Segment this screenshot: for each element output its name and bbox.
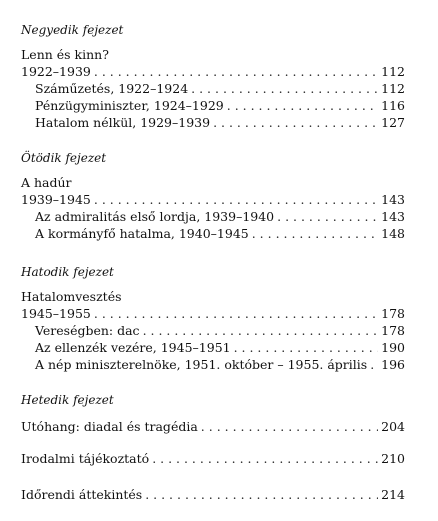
- toc-entry: [21, 63, 405, 80]
- dot-leader: [94, 305, 378, 322]
- dot-leader: [277, 208, 378, 225]
- entry-label: A nép miniszterelnöke, 1951. október – 1955. április: [35, 357, 368, 372]
- chapter-title: Lenn és kinn?: [21, 47, 109, 62]
- entry-label: 1939–1945: [21, 192, 91, 207]
- chapter-6: [21, 264, 405, 373]
- entry-page: 116: [381, 98, 405, 113]
- entry-page: 127: [381, 115, 405, 130]
- entry-page: 204: [381, 419, 405, 434]
- entry-page: 112: [381, 81, 405, 96]
- chapter-heading: Hetedik fejezet: [21, 393, 114, 407]
- toc-entry: [21, 450, 405, 467]
- chapter-title: A hadúr: [21, 175, 72, 190]
- toc-entry: [21, 191, 405, 208]
- chapter-heading: Negyedik fejezet: [21, 23, 124, 37]
- toc-entry: [21, 114, 405, 131]
- dot-leader: [191, 80, 378, 97]
- dot-leader: [213, 114, 378, 131]
- toc-entry: [21, 486, 405, 503]
- dot-leader: [370, 356, 378, 373]
- chapter-4: [21, 22, 405, 131]
- toc-entry: [21, 305, 405, 322]
- toc-entry: [21, 97, 405, 114]
- entry-label: Száműzetés, 1922–1924: [35, 81, 189, 96]
- chapter-5: [21, 150, 405, 242]
- entry-label: Pénzügyminiszter, 1924–1929: [35, 98, 224, 113]
- entry-label: A kormányfő hatalma, 1940–1945: [35, 226, 249, 241]
- entry-label: Irodalmi tájékoztató: [21, 451, 150, 466]
- dot-leader: [252, 225, 378, 242]
- entry-page: 112: [381, 64, 405, 79]
- toc-entry: [21, 418, 405, 435]
- entry-label: 1922–1939: [21, 64, 91, 79]
- toc-entry: [21, 80, 405, 97]
- dot-leader: [201, 418, 378, 435]
- dot-leader: [94, 63, 378, 80]
- dot-leader: [234, 339, 379, 356]
- entry-page: 143: [381, 209, 405, 224]
- chapter-heading: Ötödik fejezet: [21, 151, 107, 165]
- extra-entry: [21, 486, 405, 503]
- entry-page: 214: [381, 487, 405, 502]
- toc-entry: [21, 208, 405, 225]
- chapter-7: [21, 392, 405, 435]
- toc-entry: [21, 356, 405, 373]
- entry-page: 178: [381, 306, 405, 321]
- chapter-heading: Hatodik fejezet: [21, 265, 114, 279]
- dot-leader: [94, 191, 378, 208]
- entry-label: 1945–1955: [21, 306, 91, 321]
- toc-entry: [21, 339, 405, 356]
- entry-page: 196: [381, 357, 405, 372]
- extra-entry: [21, 450, 405, 467]
- entry-page: 210: [381, 451, 405, 466]
- entry-label: Vereségben: dac: [35, 323, 140, 338]
- entry-page: 143: [381, 192, 405, 207]
- entry-page: 190: [381, 340, 405, 355]
- chapter-title: Hatalomvesztés: [21, 289, 122, 304]
- entry-label: Hatalom nélkül, 1929–1939: [35, 115, 211, 130]
- entry-page: 148: [381, 226, 405, 241]
- entry-label: Az ellenzék vezére, 1945–1951: [35, 340, 231, 355]
- entry-label: Utóhang: diadal és tragédia: [21, 419, 198, 434]
- toc-entry: [21, 322, 405, 339]
- dot-leader: [143, 322, 379, 339]
- entry-label: Az admiralitás első lordja, 1939–1940: [35, 209, 275, 224]
- dot-leader: [227, 97, 378, 114]
- entry-page: 178: [381, 323, 405, 338]
- toc-entry: [21, 225, 405, 242]
- dot-leader: [145, 486, 378, 503]
- dot-leader: [152, 450, 378, 467]
- entry-label: Időrendi áttekintés: [21, 487, 143, 502]
